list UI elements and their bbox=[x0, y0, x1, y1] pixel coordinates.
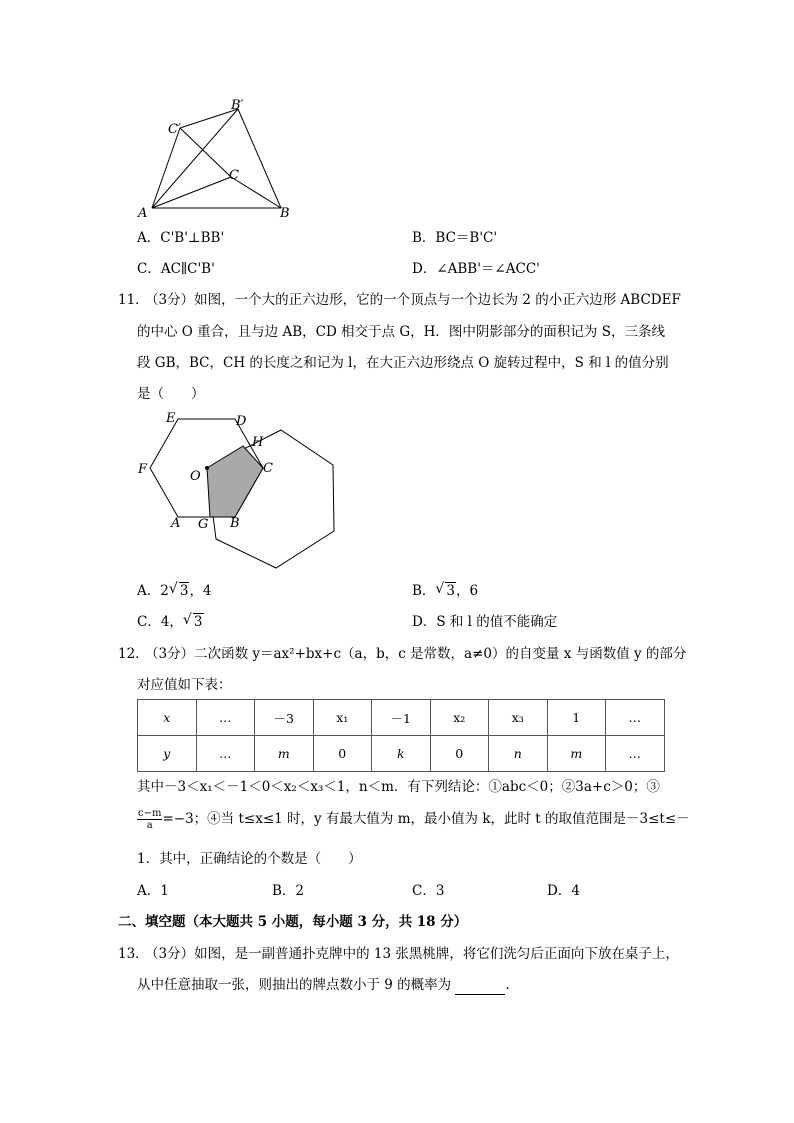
label-E: E bbox=[166, 411, 176, 426]
table-cell: … bbox=[606, 736, 665, 772]
q11-option-b: B． √ 3，6 bbox=[412, 581, 479, 599]
q12-line-3: 其中－3＜x₁＜－1＜0＜x₂＜x₃＜1，n＜m．有下列结论：①abc＜0；②3a+c＞0；③ bbox=[137, 779, 660, 795]
table-cell: x₁ bbox=[313, 700, 372, 736]
q10-option-c: C．AC∥C'B' bbox=[137, 261, 215, 277]
table-cell: x bbox=[138, 700, 197, 736]
q10-option-d: D．∠ABB'＝∠ACC' bbox=[412, 261, 540, 277]
table-cell: x₂ bbox=[430, 700, 489, 736]
q12-option-d: D．4 bbox=[547, 883, 580, 899]
answer-blank[interactable] bbox=[455, 980, 505, 995]
q11-line-1: （3分）如图，一个大的正六边形，它的一个顶点与一个边长为 2 的小正六边形 ABCDEF bbox=[145, 292, 681, 308]
table-cell: x₃ bbox=[489, 700, 548, 736]
label-B-prime: B′ bbox=[231, 98, 244, 113]
label-D: D bbox=[236, 414, 247, 429]
label-O: O bbox=[190, 469, 201, 484]
q12-line-2: 对应值如下表： bbox=[137, 677, 232, 693]
label-G: G bbox=[198, 517, 209, 532]
q11-option-d: D．S 和 l 的值不能确定 bbox=[412, 614, 558, 630]
q11-option-a: A．2 √ 3，4 bbox=[137, 581, 212, 599]
section-heading: 二、填空题（本大题共 5 小题，每小题 3 分，共 18 分） bbox=[118, 914, 468, 930]
table-cell: y bbox=[138, 736, 197, 772]
q10-option-a: A．C'B'⊥BB' bbox=[137, 230, 225, 246]
value-table bbox=[137, 699, 665, 772]
hexagon-figure bbox=[130, 405, 350, 580]
table-row bbox=[138, 736, 665, 772]
q12-number: 12． bbox=[118, 646, 149, 662]
table-cell: … bbox=[606, 700, 665, 736]
label-A: A bbox=[138, 206, 148, 221]
q12-option-b: B．2 bbox=[272, 883, 305, 899]
table-cell: 1 bbox=[547, 700, 606, 736]
q12-option-c: C．3 bbox=[412, 883, 445, 899]
q13-number: 13． bbox=[118, 946, 149, 962]
table-cell: 0 bbox=[430, 736, 489, 772]
table-row bbox=[138, 700, 665, 736]
label-C: C bbox=[229, 168, 239, 183]
table-cell: n bbox=[489, 736, 548, 772]
q12-line-5: 1．其中，正确结论的个数是（ ） bbox=[137, 851, 362, 867]
table-cell: －1 bbox=[372, 700, 431, 736]
q11-line-2: 的中心 O 重合，且与边 AB，CD 相交于点 G，H．图中阴影部分的面积记为 S，三条线 bbox=[137, 324, 665, 340]
label-H: H bbox=[252, 435, 264, 450]
table-cell: m bbox=[547, 736, 606, 772]
label-B: B bbox=[230, 516, 240, 531]
table-cell: … bbox=[196, 736, 255, 772]
q11-option-c: C．4， √ 3 bbox=[137, 612, 203, 630]
label-C-prime: C′ bbox=[168, 122, 181, 137]
table-cell: －3 bbox=[255, 700, 314, 736]
q11-line-4: 是（ ） bbox=[137, 386, 205, 402]
table-cell: m bbox=[255, 736, 314, 772]
label-C: C bbox=[263, 461, 273, 476]
table-cell: k bbox=[372, 736, 431, 772]
table-cell: … bbox=[196, 700, 255, 736]
q10-option-b: B．BC＝B'C' bbox=[412, 230, 498, 246]
q12-line-4: $\frac{c-m}{a}$ =−3；④当 t≤x≤1 时，y 有最大值为 m，最小值为 k，此时 t 的取值范围是－3≤t≤－ bbox=[138, 808, 690, 831]
fraction: $\frac{c-m}{a}$ bbox=[138, 808, 162, 831]
label-F: F bbox=[138, 462, 148, 477]
q11-number: 11． bbox=[118, 292, 149, 308]
label-B: B bbox=[280, 206, 290, 221]
q13-line-2: 从中任意抽取一张，则抽出的牌点数小于 9 的概率为 ． bbox=[137, 977, 519, 993]
q11-line-3: 段 GB，BC，CH 的长度之和记为 l，在大正六边形绕点 O 旋转过程中，S 和 l 的值分别 bbox=[137, 355, 669, 371]
q13-line-1: （3分）如图，是一副普通扑克牌中的 13 张黑桃牌，将它们洗匀后正面向下放在桌子上， bbox=[145, 946, 679, 962]
q12-line-1: （3分）二次函数 y＝ax²+bx+c（a，b，c 是常数，a≠0）的自变量 x 与函数值 y 的部分 bbox=[145, 646, 687, 662]
label-A: A bbox=[171, 516, 181, 531]
table-cell: 0 bbox=[313, 736, 372, 772]
triangle-figure bbox=[130, 95, 300, 225]
q12-option-a: A．1 bbox=[137, 883, 169, 899]
